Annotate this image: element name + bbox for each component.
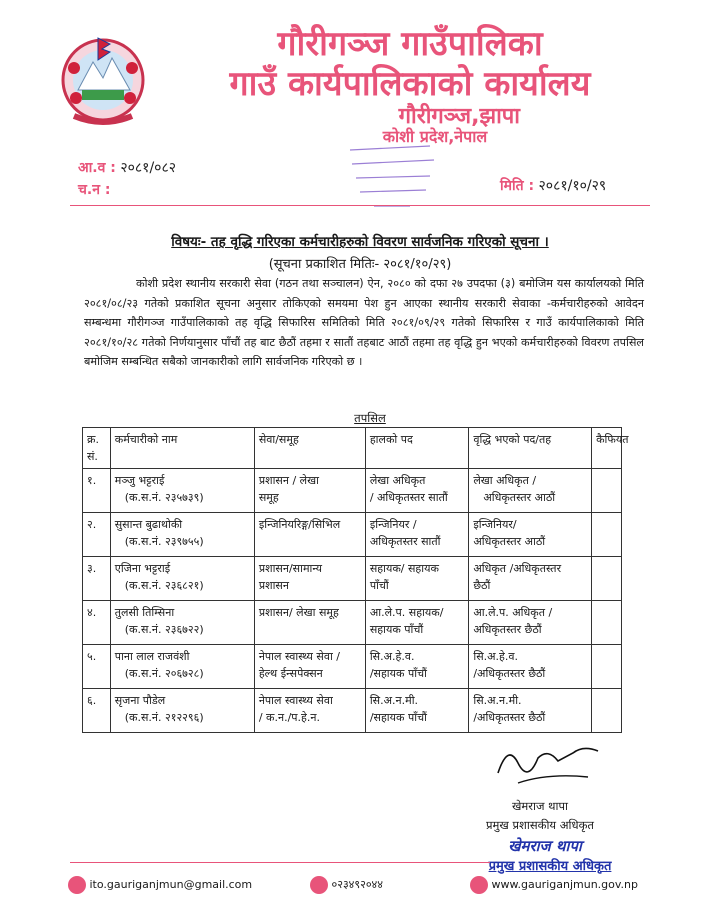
cell-remark xyxy=(592,469,622,513)
office-seal-stamp xyxy=(330,140,450,218)
letter-date-label: मिति : xyxy=(500,178,535,194)
cell-promoted-post xyxy=(469,601,592,645)
current-post-line1: सि.अ.न.मी. xyxy=(369,694,419,707)
service-line1: नेपाल स्वास्थ्य सेवा xyxy=(258,694,333,707)
footer-phone-text: ०२३४९२०४४ xyxy=(331,878,383,891)
cell-serial: ५. xyxy=(83,645,111,689)
subject-title: विषयः- तह वृद्धि गरिएका कर्मचारीहरुको विवरण सार्वजनिक गरिएको सूचना । xyxy=(171,234,549,250)
cell-service xyxy=(254,601,365,645)
dispatch-number-label: च.न : xyxy=(78,182,111,198)
header-service-group: सेवा/समूह xyxy=(254,428,365,469)
promoted-post-line1: इन्जिनियर/ xyxy=(473,518,517,531)
current-post-line2: सहायक पाँचौं xyxy=(369,623,424,636)
footer-phone xyxy=(310,876,383,894)
service-line1: प्रशासन / लेखा xyxy=(258,474,319,487)
cell-serial: ३. xyxy=(83,557,111,601)
published-date: (सूचना प्रकाशित मितिः- २०८१/१०/२९) xyxy=(268,257,452,272)
cell-promoted-post xyxy=(469,513,592,557)
table-row xyxy=(83,601,622,645)
cell-current-post xyxy=(365,557,469,601)
cell-serial: १. xyxy=(83,469,111,513)
cell-name xyxy=(110,645,254,689)
cell-name xyxy=(110,557,254,601)
promoted-post-line2: अधिकृतस्तर आठौं xyxy=(483,491,556,504)
cell-service xyxy=(254,513,365,557)
fiscal-year-value: २०८१/०८२ xyxy=(120,160,177,176)
nepal-emblem-icon xyxy=(60,28,146,134)
cell-name xyxy=(110,601,254,645)
cell-current-post xyxy=(365,513,469,557)
promoted-post-line1: सि.अ.हे.व. xyxy=(473,650,518,663)
cell-name xyxy=(110,469,254,513)
header-promoted-post: वृद्धि भएको पद/तह xyxy=(469,428,592,469)
cell-remark xyxy=(592,557,622,601)
phone-icon xyxy=(310,876,328,894)
cell-service xyxy=(254,557,365,601)
service-line2: हेल्थ ईन्सपेक्सन xyxy=(258,667,323,680)
service-line2: प्रशासन xyxy=(258,579,289,592)
employee-id: (क.स.नं. २१२२९६) xyxy=(124,711,204,724)
employee-name: मञ्जु भट्टराई xyxy=(114,474,165,487)
cell-promoted-post xyxy=(469,557,592,601)
promoted-post-line1: लेखा अधिकृत / xyxy=(473,474,537,487)
employee-name: एजिना भट्टराई xyxy=(114,562,171,575)
cell-current-post xyxy=(365,469,469,513)
current-post-line1: सहायक/ सहायक xyxy=(369,562,439,575)
office-location: गौरीगञ्ज,झापा xyxy=(398,104,520,129)
current-post-line2: /सहायक पाँचौं xyxy=(369,667,427,680)
cell-promoted-post xyxy=(469,469,592,513)
header-current-post: हालको पद xyxy=(365,428,469,469)
dispatch-number xyxy=(78,180,110,199)
letter-date xyxy=(500,176,606,195)
signatory-name: खेमराज थापा xyxy=(512,799,568,813)
promoted-post-line2: छैठौं xyxy=(473,579,491,592)
cell-serial: ४. xyxy=(83,601,111,645)
promoted-post-line2: अधिकृतस्तर आठौं xyxy=(473,535,546,548)
promoted-post-line1: सि.अ.न.मी. xyxy=(473,694,522,707)
org-name: गौरीगञ्ज गाउँपालिका xyxy=(277,24,543,64)
employee-id: (क.स.नं. २३६७२२) xyxy=(124,623,204,636)
footer-email-text[interactable]: ito.gauriganjmun@gmail.com xyxy=(89,878,253,891)
employee-id: (क.स.नं. २३६८२१) xyxy=(124,579,204,592)
signatory-title: प्रमुख प्रशासकीय अधिकृत xyxy=(486,818,594,832)
cell-serial: ६. xyxy=(83,689,111,733)
employee-name: पाना लाल राजवंशी xyxy=(114,650,190,663)
current-post-line2: अधिकृतस्तर सातौं xyxy=(369,535,441,548)
fiscal-year-label: आ.व : xyxy=(78,160,116,176)
table-row xyxy=(83,645,622,689)
cell-remark xyxy=(592,513,622,557)
service-line2: समूह xyxy=(258,491,279,504)
footer-website xyxy=(470,876,638,894)
service-line1: प्रशासन/ लेखा समूह xyxy=(258,606,339,619)
header-remarks: कैफियत xyxy=(592,428,622,469)
cell-name xyxy=(110,513,254,557)
employee-name: तुलसी तिम्सिना xyxy=(114,606,175,619)
employee-name: सुसान्त बुढाथोकी xyxy=(114,518,183,531)
cell-remark xyxy=(592,645,622,689)
fiscal-year xyxy=(78,158,176,177)
promoted-post-line1: आ.ले.प. अधिकृत / xyxy=(473,606,553,619)
header-employee-name: कर्मचारीको नाम xyxy=(110,428,254,469)
current-post-line1: इन्जिनियर / xyxy=(369,518,417,531)
notice-paragraph: कोशी प्रदेश स्थानीय सरकारी सेवा (गठन तथा सञ्चालन) ऐन, २०८० को दफा २७ उपदफा (३) बमोजिम यस कार्यालयको मिति २०८१/०८/२३ गतेको प्रकाशित सूचना अनुसार तोकिएको समयमा पेश हुन आएका स्थानीय सरकारी सेवाका -कर्मचारीहरुको आवेदन सम्बन्धमा गौरीगञ्ज गाउँपालिकाको तह वृद्धि सिफारिस समितिको मिति २०८१/०९/२९ गतेको सिफारिस र गाउँ कार्यपालिकाको मिति २०८१/१०/२८ गतेको निर्णयानुसार पाँचौं तह बाट छैठौं तहमा र सातौं तहबाट आठौं तहमा तह वृद्धि हुन भएको कर्मचारीहरुको विवरण तपसिल बमोजिम सम्बन्धित सबैको जानकारीको लागि सार्वजनिक गरिएको छ । xyxy=(84,277,644,368)
service-line1: प्रशासन/सामान्य xyxy=(258,562,322,575)
cell-promoted-post xyxy=(469,689,592,733)
table-row xyxy=(83,513,622,557)
header-divider xyxy=(70,205,650,206)
employee-name: सृजना पौडेल xyxy=(114,694,166,707)
cell-service xyxy=(254,689,365,733)
annex-title: तपसिल xyxy=(354,411,386,425)
employee-id: (क.स.नं. २३५७३९) xyxy=(124,491,204,504)
cell-promoted-post xyxy=(469,645,592,689)
letter-date-value: २०८१/१०/२९ xyxy=(538,178,607,194)
current-post-line1: लेखा अधिकृत xyxy=(369,474,426,487)
employee-table xyxy=(82,427,629,733)
current-post-line2: पाँचौं xyxy=(369,579,389,592)
employee-id: (क.स.नं. २०६७२८) xyxy=(124,667,204,680)
footer-divider xyxy=(70,862,490,863)
notice-body xyxy=(84,274,644,372)
province-name: कोशी प्रदेश,नेपाल xyxy=(382,127,488,146)
handwritten-signature xyxy=(488,733,608,793)
promoted-post-line2: अधिकृतस्तर छैठौं xyxy=(473,623,542,636)
employee-id: (क.स.नं. २३९७५५) xyxy=(124,535,204,548)
service-line2: / क.न./प.हे.न. xyxy=(258,711,320,724)
cell-current-post xyxy=(365,689,469,733)
header-serial: क्र. सं. xyxy=(83,428,111,469)
promoted-post-line2: /अधिकृतस्तर छैठौं xyxy=(473,711,546,724)
table-row xyxy=(83,557,622,601)
footer-website-text[interactable]: www.gauriganjmun.gov.np xyxy=(491,878,638,891)
service-line1: इन्जिनियरिङ्ग/सिभिल xyxy=(258,518,341,531)
current-post-line1: सि.अ.हे.व. xyxy=(369,650,415,663)
cell-name xyxy=(110,689,254,733)
cell-remark xyxy=(592,689,622,733)
cell-remark xyxy=(592,601,622,645)
cell-serial: २. xyxy=(83,513,111,557)
signature-stamp-title: प्रमुख प्रशासकीय अधिकृत xyxy=(488,859,612,874)
signature-stamp-name: खेमराज थापा xyxy=(508,837,582,855)
promoted-post-line2: /अधिकृतस्तर छैठौं xyxy=(473,667,546,680)
cell-service xyxy=(254,469,365,513)
footer-email xyxy=(68,876,252,894)
email-icon xyxy=(68,876,86,894)
office-name: गाउँ कार्यपालिकाको कार्यालय xyxy=(229,64,591,104)
current-post-line1: आ.ले.प. सहायक/ xyxy=(369,606,444,619)
cell-current-post xyxy=(365,601,469,645)
table-row xyxy=(83,689,622,733)
service-line1: नेपाल स्वास्थ्य सेवा / xyxy=(258,650,341,663)
table-header-row xyxy=(83,428,622,469)
globe-icon xyxy=(470,876,488,894)
cell-service xyxy=(254,645,365,689)
cell-current-post xyxy=(365,645,469,689)
current-post-line2: / अधिकृतस्तर सातौं xyxy=(369,491,448,504)
table-row xyxy=(83,469,622,513)
current-post-line2: /सहायक पाँचौं xyxy=(369,711,427,724)
promoted-post-line1: अधिकृत /अधिकृतस्तर xyxy=(473,562,562,575)
